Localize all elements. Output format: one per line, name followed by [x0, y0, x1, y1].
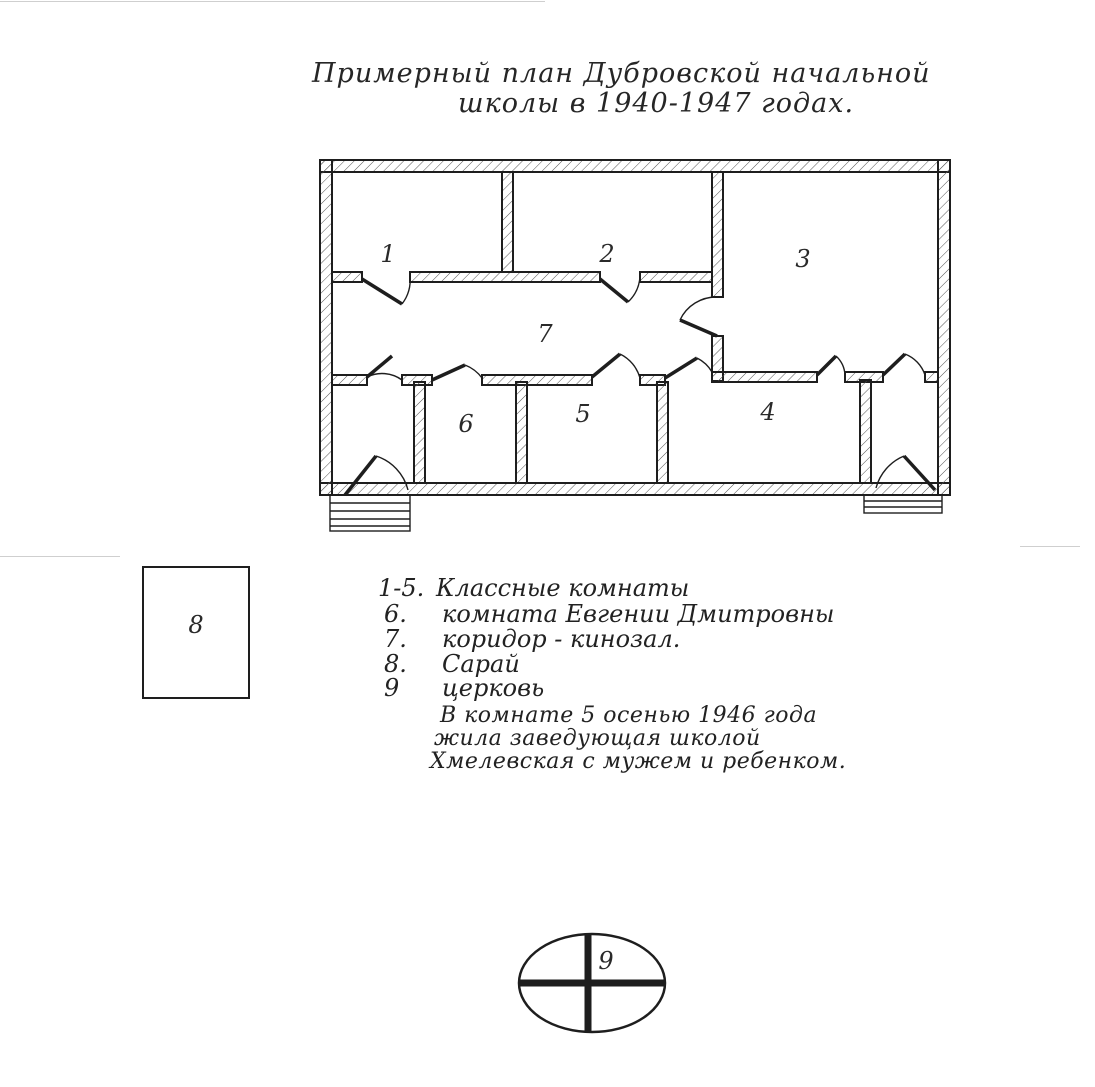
legend-number: 9 — [384, 674, 400, 702]
door-room-5 — [592, 354, 640, 378]
room-number-2: 2 — [599, 240, 615, 268]
plan-title-line-1: Примерный план Дубровской начальной — [312, 58, 931, 89]
door-room-1 — [362, 276, 410, 304]
note-line-2: жила заведующая школой — [434, 726, 761, 751]
note-line-3: Хмелевская с мужем и ребенком. — [430, 749, 847, 774]
legend-item-classrooms — [378, 574, 689, 602]
corridor-south-wall-1 — [332, 375, 367, 385]
room-number-4: 4 — [760, 398, 776, 426]
room-number-8: 8 — [188, 611, 204, 639]
door-room-4-corridor — [665, 358, 712, 378]
rear-steps — [864, 495, 942, 513]
legend-text: коридор - кинозал. — [442, 625, 681, 653]
outer-wall-left — [320, 160, 332, 495]
corridor-south-wall-3 — [482, 375, 592, 385]
door-room-2 — [600, 276, 640, 302]
room-number-3: 3 — [795, 245, 811, 273]
wall-4-vestibule — [860, 380, 871, 483]
legend-number: 7. — [384, 625, 407, 653]
room3-south-wall-3 — [925, 372, 938, 382]
door-rear-vestibule — [883, 354, 925, 375]
room-number-9: 9 — [598, 947, 614, 975]
room-number-1: 1 — [380, 240, 396, 268]
outer-wall-bottom — [320, 483, 950, 495]
legend-number: 8. — [384, 650, 407, 678]
legend-number: 6. — [384, 600, 407, 628]
room-number-7: 7 — [537, 320, 553, 348]
wall-1-2 — [502, 172, 513, 272]
corridor-north-wall-3 — [640, 272, 712, 282]
note-line-1: В комнате 5 осенью 1946 года — [440, 703, 818, 728]
legend-text: Классные комнаты — [436, 574, 690, 602]
door-room-4-room-3 — [817, 356, 845, 375]
front-steps — [330, 495, 410, 531]
legend-text: Сарай — [442, 650, 520, 678]
door-room-6 — [432, 365, 482, 380]
legend-number: 1-5. — [378, 574, 425, 602]
legend-item-teacher-room — [384, 600, 834, 628]
legend-text: церковь — [442, 674, 545, 702]
walls — [320, 160, 950, 495]
wall-2-3 — [712, 172, 723, 297]
legend-item-corridor — [384, 625, 680, 653]
legend-item-church — [384, 674, 544, 702]
wall-6-5 — [516, 382, 527, 483]
wall-entry-6 — [414, 382, 425, 483]
outer-wall-top — [320, 160, 950, 172]
room-number-6: 6 — [458, 410, 474, 438]
legend-text: комната Евгении Дмитровны — [442, 600, 835, 628]
wall-5-4 — [657, 382, 668, 483]
outer-wall-right — [938, 160, 950, 495]
door-entry-vestibule — [367, 356, 402, 380]
room-number-5: 5 — [575, 400, 591, 428]
door-room-3 — [680, 297, 717, 336]
corridor-north-wall-2 — [410, 272, 600, 282]
corridor-north-wall-1 — [332, 272, 362, 282]
steps — [330, 495, 942, 531]
room3-south-wall-1 — [712, 372, 817, 382]
plan-title-line-2: школы в 1940-1947 годах. — [458, 88, 855, 119]
